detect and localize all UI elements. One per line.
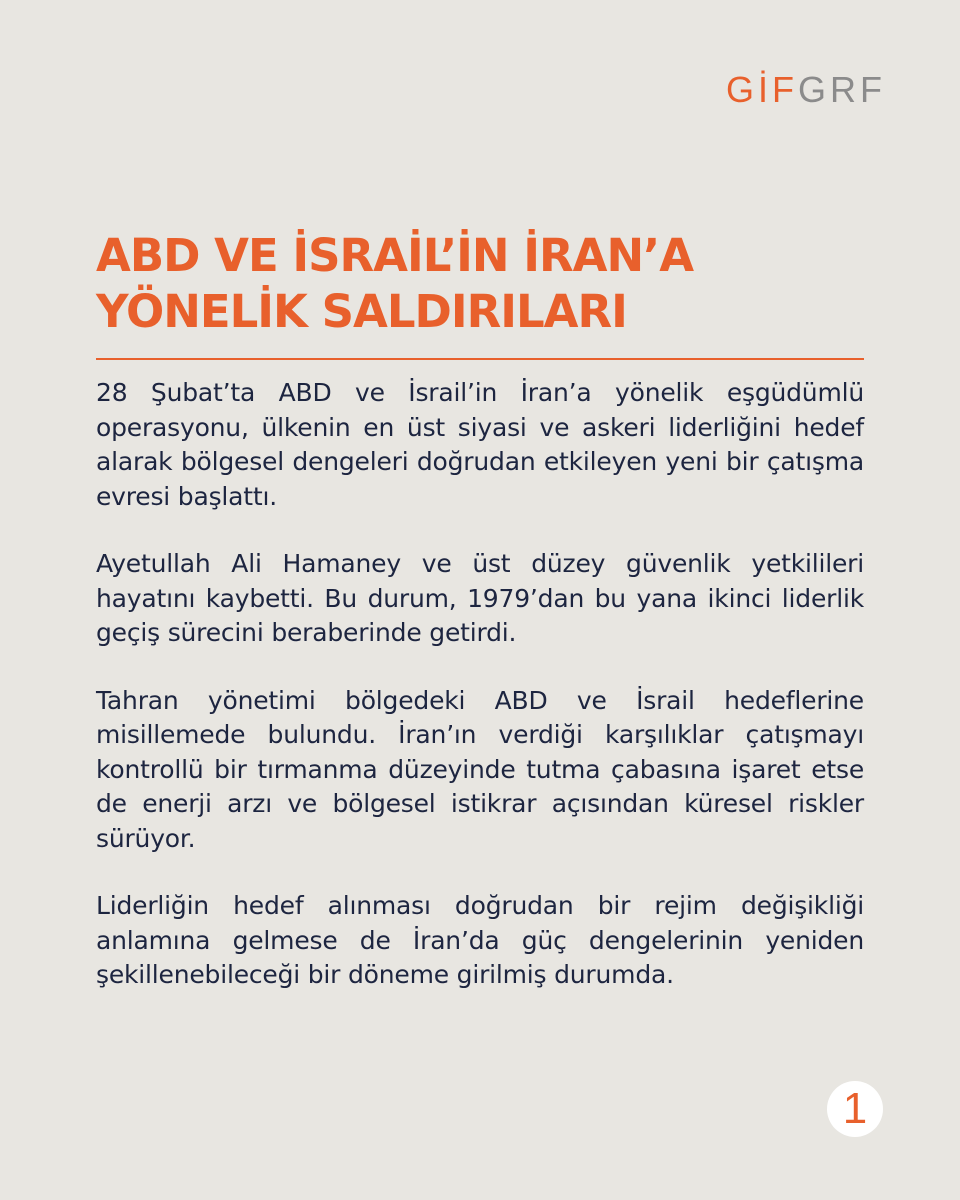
paragraph-3: Tahran yönetimi bölgedeki ABD ve İsrail hedeflerine misillemede bulundu. İran’ın verdiği karşılıklar çatışmayı kontrollü bir tırmanma düzeyinde tutma çabasına işaret etse de enerji arzı ve bölgesel istikrar açısından küresel riskler sürüyor. — [96, 685, 864, 853]
page-number-badge: 1 — [827, 1081, 883, 1137]
logo-part-gif: GİF — [726, 69, 798, 110]
page-title — [96, 228, 876, 340]
title-divider — [96, 358, 864, 360]
article-body — [96, 376, 864, 1026]
paragraph-1: 28 Şubat’ta ABD ve İsrail’in İran’a yönelik eşgüdümlü operasyonu, ülkenin en üst siyasi ve askeri liderliğini hedef alarak bölgesel dengeleri doğrudan etkileyen yeni bir çatışma evresi başlattı. — [96, 378, 864, 511]
title-line-2: YÖNELİK SALDIRILARI — [96, 285, 627, 338]
paragraph-4: Liderliğin hedef alınması doğrudan bir rejim değişikliği anlamına gelmese de İran’da güç dengelerinin yeniden şekillenebileceği bir döneme girilmiş durumda. — [96, 891, 864, 989]
logo-part-grf: GRF — [798, 69, 886, 110]
paragraph-2: Ayetullah Ali Hamaney ve üst düzey güvenlik yetkilileri hayatını kaybetti. Bu durum, 1979’dan bu yana ikinci liderlik geçiş sürecini beraberinde getirdi. — [96, 549, 864, 647]
title-line-1: ABD VE İSRAİL’İN İRAN’A — [96, 229, 694, 282]
brand-logo — [726, 70, 886, 110]
